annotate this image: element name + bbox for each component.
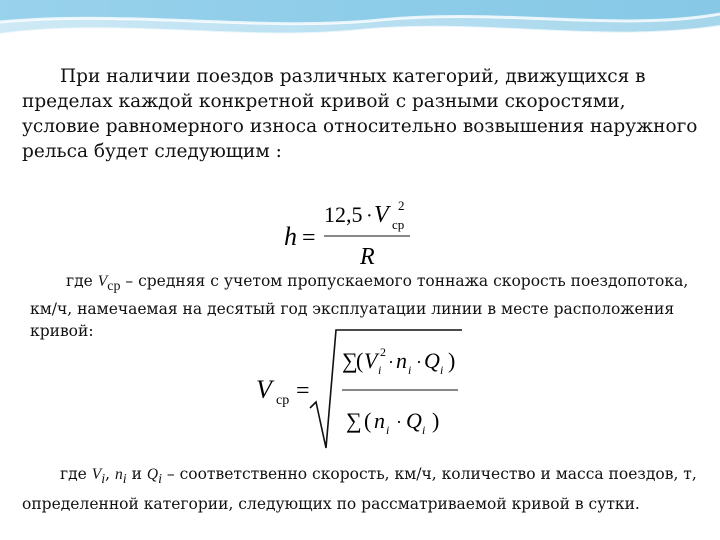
formula1-sub: ср [392,217,405,232]
formula1-coef: 12,5 [324,202,363,227]
formula-elevation [280,196,420,272]
formula2-lhs-sub: ср [276,393,290,408]
var-v-sub: i [101,472,106,488]
formula1-eq: = [302,225,316,251]
formula2-num-dot2: · [416,352,422,372]
formula2-num-v-pow: 2 [380,345,386,359]
formula2-den-q-sub: i [422,423,426,437]
vcp-prefix: где [66,272,93,290]
formula2-eq: = [296,378,310,404]
formula2-lhs: V [256,375,272,404]
intro-text: При наличии поездов различных категорий, движущихся в пределах каждой конкретной кривой с разными скоростями, условие равномерного износа относительно возвышения наружного рельса будет следующим : [22,66,698,162]
formula-average-speed [250,328,470,456]
vcp-sub: ср [107,279,121,295]
formula2-num-q-sub: i [440,363,444,377]
formula2-den-open-paren: ( [364,408,372,433]
formula2-den-close-paren: ) [432,408,440,433]
formula1-pow: 2 [398,198,405,213]
intro-paragraph [22,64,702,164]
formula2-num-n: n [396,348,407,373]
formula1-dot: · [366,205,373,227]
formula2-num-v-sub: i [378,363,382,377]
formula2-den-n: n [374,408,385,433]
var-n: n [115,466,123,483]
formula2-den-sum: ∑ [346,408,362,433]
formula2-den-n-sub: i [386,423,390,437]
formula2-num-v: V [364,348,378,373]
formula2-den-dot: · [396,412,402,432]
formula2-num-n-sub: i [408,363,412,377]
var-n-sub: i [122,472,127,488]
vcp-definition-text: – средняя с учетом пропускаемого тоннажа скорость поездопотока, км/ч, намечаемая на десятый год эксплуатации линии в месте расположения кривой: [30,272,689,341]
formula2-num-sum: ∑ [342,348,358,373]
formula2-num-q: Q [424,348,440,373]
var-v: V [91,466,102,483]
var-q-sub: i [158,472,162,488]
formula1-var: V [374,202,389,228]
variables-definition-paragraph: где $V_i$, $n_i$ и $Q_i$ – соответственно скорость, км/ч, количество и масса поездов, т, определенной категории, следующих по рассматриваемой кривой в сутки. [22,465,697,514]
formula2-num-dot1: · [388,352,394,372]
header-wave-decoration [0,0,720,60]
formula1-den: R [360,244,375,270]
formula1-lhs: h [284,222,297,251]
formula2-num-open-paren: ( [356,348,364,373]
vcp-var: V [97,273,108,290]
var-q: Q [146,466,159,483]
formula2-num-close-paren: ) [448,348,456,373]
vars-prefix: где [60,465,87,483]
formula2-den-q: Q [406,408,422,433]
var-and: и [131,465,142,483]
vars-definition-text: – соответственно скорость, км/ч, количество и масса поездов, т, определенной категории, следующих по рассматриваемой кривой в сутки. [22,465,697,514]
